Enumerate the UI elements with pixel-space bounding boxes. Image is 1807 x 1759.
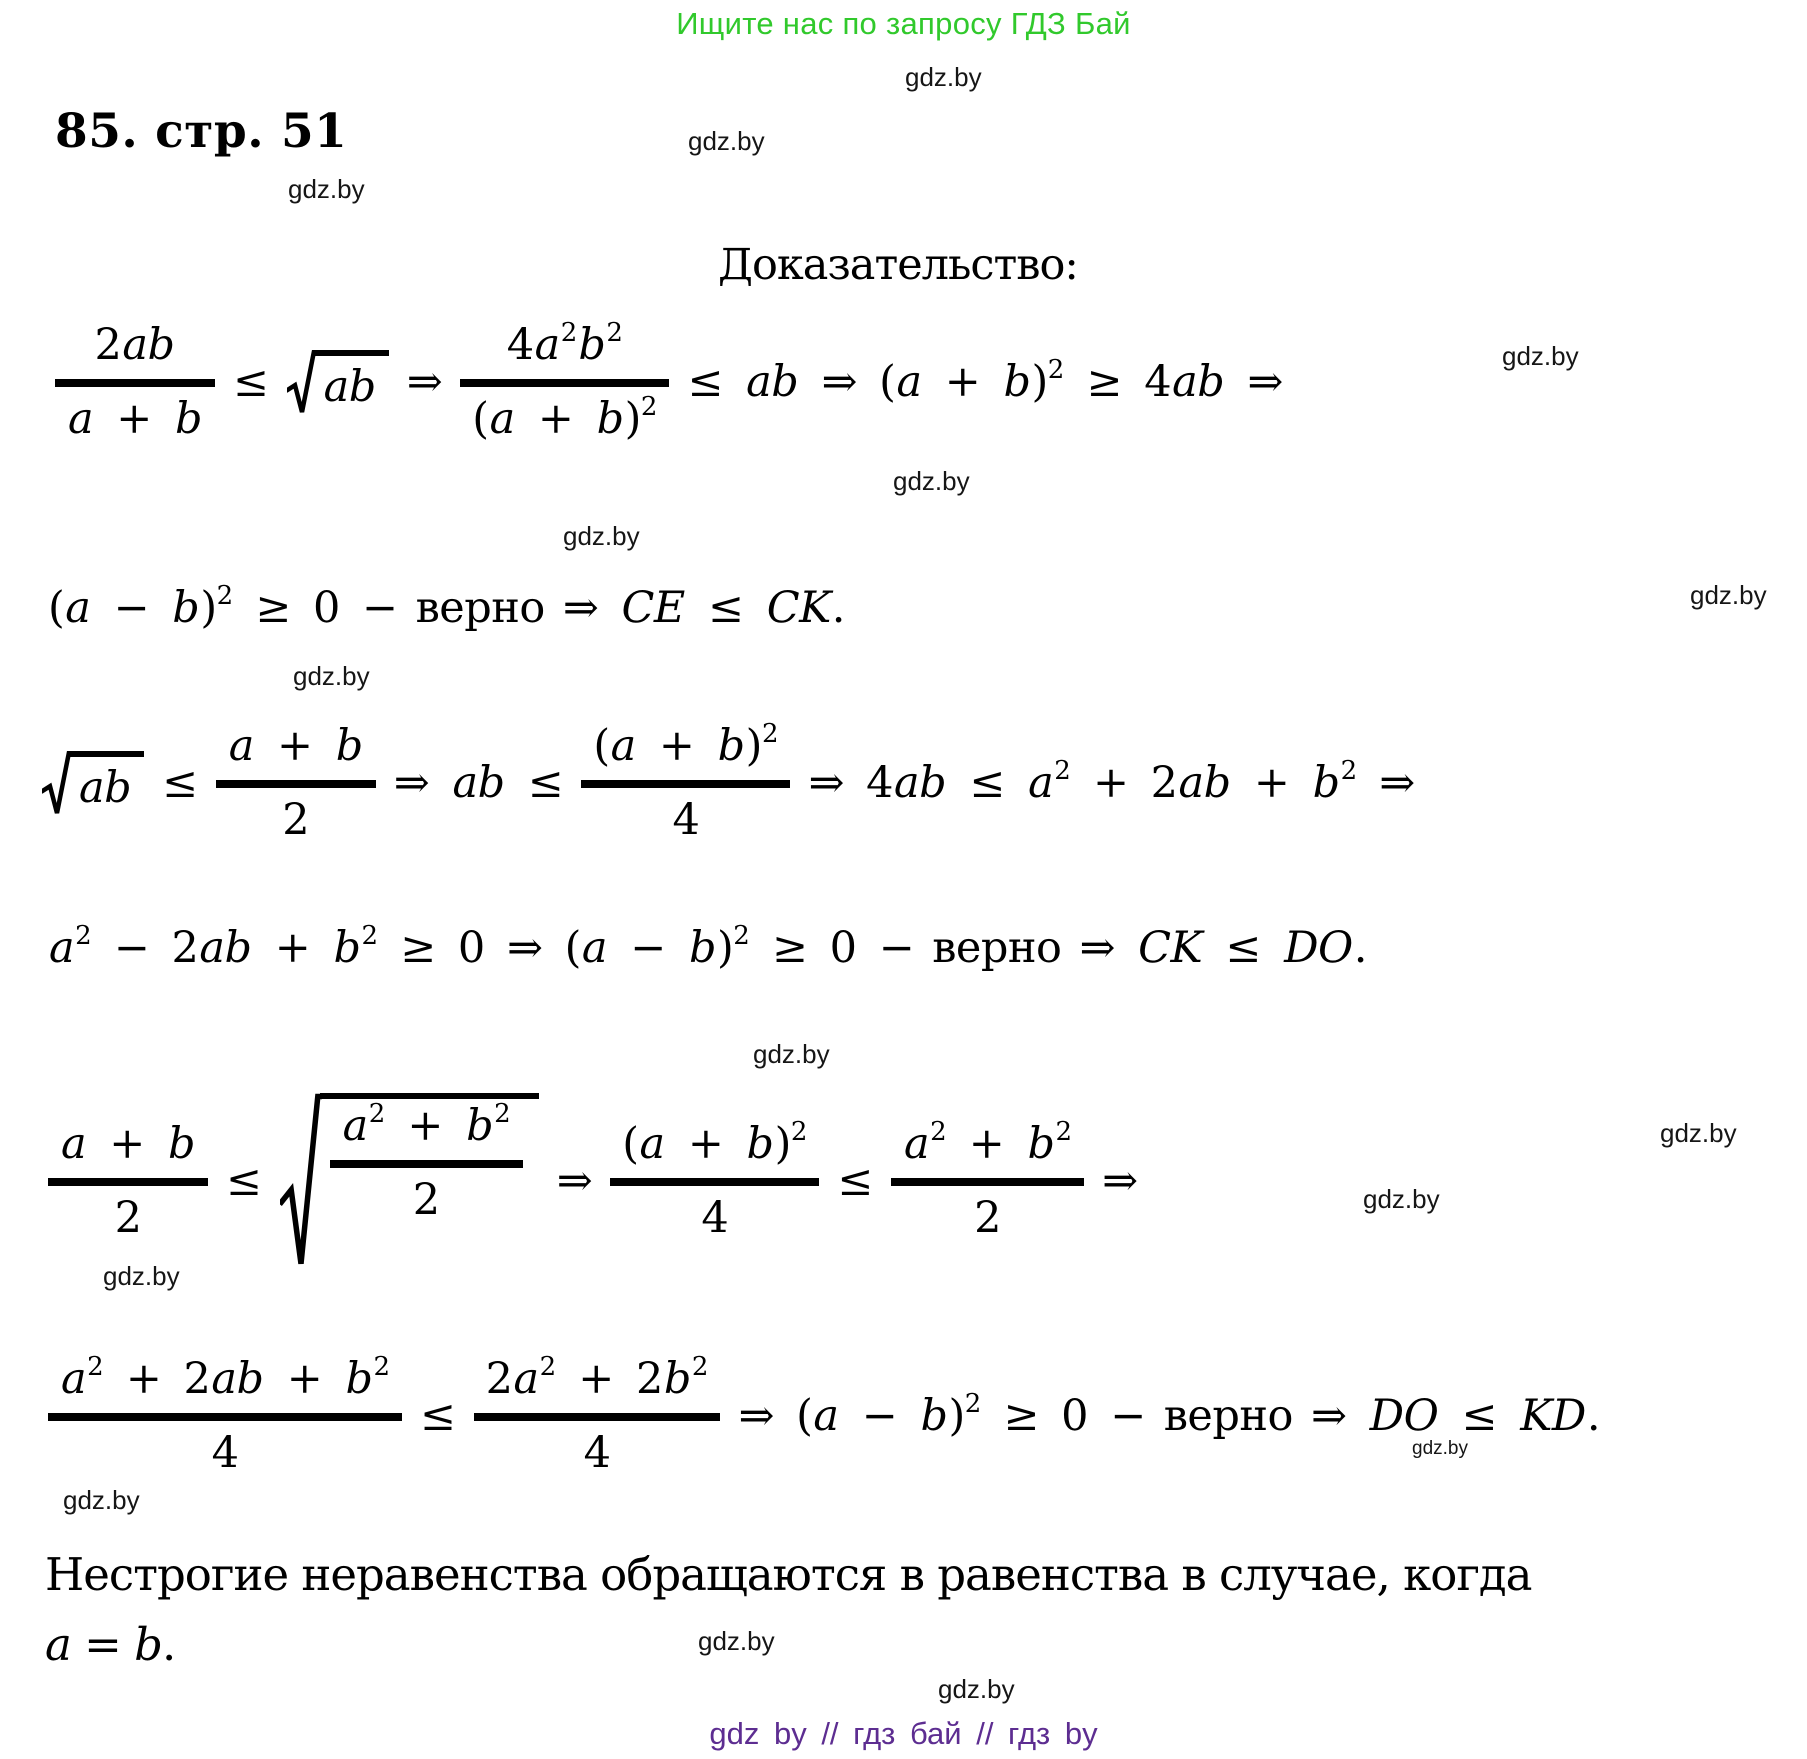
watermark: gdz.by — [293, 661, 370, 691]
math-text: ⇒ $(a - b)^2 \ge 0$ − — [738, 1389, 1146, 1441]
watermark: gdz.by — [753, 1039, 830, 1069]
formula-line-3 — [42, 692, 1415, 874]
watermark: gdz.by — [688, 126, 765, 156]
watermark: gdz.by — [563, 521, 640, 551]
fraction: $(a + b)^2$ 4 — [610, 1119, 819, 1243]
watermark: gdz.by — [63, 1485, 140, 1515]
fraction: $4a^2b^2$ $(a + b)^2$ — [460, 320, 669, 444]
math-text: ⇒ ab ≤ — [393, 758, 564, 808]
fraction-bar — [48, 1178, 208, 1186]
formula-line-5 — [48, 1072, 1138, 1290]
math-text: $(a - b)^2 \ge 0$ − — [48, 581, 398, 633]
math-text: $a^2 - 2ab + b^2 \ge 0$ ⇒ $(a - b)^2 \ge 0$ − — [49, 921, 915, 973]
watermark: gdz.by — [698, 1626, 775, 1656]
watermark: gdz.by — [1660, 1118, 1737, 1148]
math-text: ≤ — [837, 1156, 873, 1206]
fraction-bar — [891, 1178, 1084, 1186]
fraction-bar — [460, 379, 669, 387]
math-text: ≤ — [233, 357, 269, 407]
fraction: $a^2 + b^2$ 2 — [330, 1101, 523, 1225]
fraction-bar — [216, 780, 376, 788]
word-text: верно — [932, 923, 1062, 973]
math-text: ⇒ — [406, 357, 443, 407]
math-text: ≤ ab ⇒ $(a + b)^2 \ge 4ab$ ⇒ — [687, 355, 1283, 407]
math-text: ⇒ CE ≤ CK. — [562, 583, 845, 633]
problem-title: 85. стр. 51 — [55, 104, 348, 159]
conclusion-line-2: a = b. — [45, 1618, 176, 1671]
math-text: ⇒ CK ≤ DO. — [1079, 923, 1367, 973]
fraction-bar — [55, 379, 215, 387]
math-text: ≤ — [226, 1156, 262, 1206]
watermark: gdz.by — [938, 1674, 1015, 1704]
watermark: gdz.by — [893, 466, 970, 496]
fraction-bar — [610, 1178, 819, 1186]
watermark: gdz.by — [905, 62, 982, 92]
formula-line-4 — [48, 896, 1367, 1000]
fraction: $2a^2 + 2b^2$ 4 — [474, 1354, 721, 1478]
math-text: ⇒ — [1102, 1156, 1138, 1206]
fraction: 2ab a + b — [55, 320, 215, 444]
fraction-bar — [474, 1413, 721, 1421]
watermark: gdz.by — [1502, 341, 1579, 371]
math-text: ⇒ $4ab \le a^2 + 2ab + b^2$ ⇒ — [808, 756, 1415, 808]
math-text: ⇒ DO ≤ KD. — [1310, 1391, 1601, 1441]
watermark: gdz.by — [1690, 580, 1767, 610]
watermark: gdz.by — [103, 1261, 180, 1291]
formula-line-2 — [48, 560, 845, 656]
fraction: a + b 2 — [216, 721, 376, 845]
math-text: ≤ — [162, 758, 198, 808]
fraction-bar — [581, 780, 790, 788]
radical-icon — [287, 350, 317, 414]
radical-icon — [42, 751, 72, 815]
fraction: a + b 2 — [48, 1119, 208, 1243]
word-text: верно — [1163, 1391, 1293, 1441]
fraction-bar — [48, 1413, 402, 1421]
square-root — [280, 1093, 539, 1269]
math-text: ⇒ — [556, 1156, 593, 1206]
square-root: ab — [287, 350, 389, 414]
formula-line-6 — [48, 1318, 1600, 1514]
square-root: ab — [42, 751, 144, 815]
footer-links: gdz by // гдз бай // гдз by — [709, 1716, 1098, 1751]
fraction-bar — [330, 1160, 523, 1168]
fraction: $a^2 + 2ab + b^2$ 4 — [48, 1354, 402, 1478]
top-banner: Ищите нас по запросу ГДЗ Бай — [676, 6, 1131, 41]
watermark: gdz.by — [1363, 1184, 1440, 1214]
proof-heading: Доказательство: — [718, 240, 1078, 290]
watermark: gdz.by — [288, 174, 365, 204]
fraction: $(a + b)^2$ 4 — [581, 721, 790, 845]
word-text: верно — [415, 583, 545, 633]
math-text: ≤ — [420, 1391, 456, 1441]
conclusion-line-1: Нестрогие неравенства обращаются в равенства в случае, когда — [45, 1548, 1532, 1601]
formula-line-1 — [55, 298, 1283, 466]
watermark: gdz.by — [1412, 1438, 1468, 1459]
conclusion-text — [45, 1540, 1645, 1680]
fraction: $a^2 + b^2$ 2 — [891, 1119, 1084, 1243]
radical-icon — [280, 1093, 322, 1269]
